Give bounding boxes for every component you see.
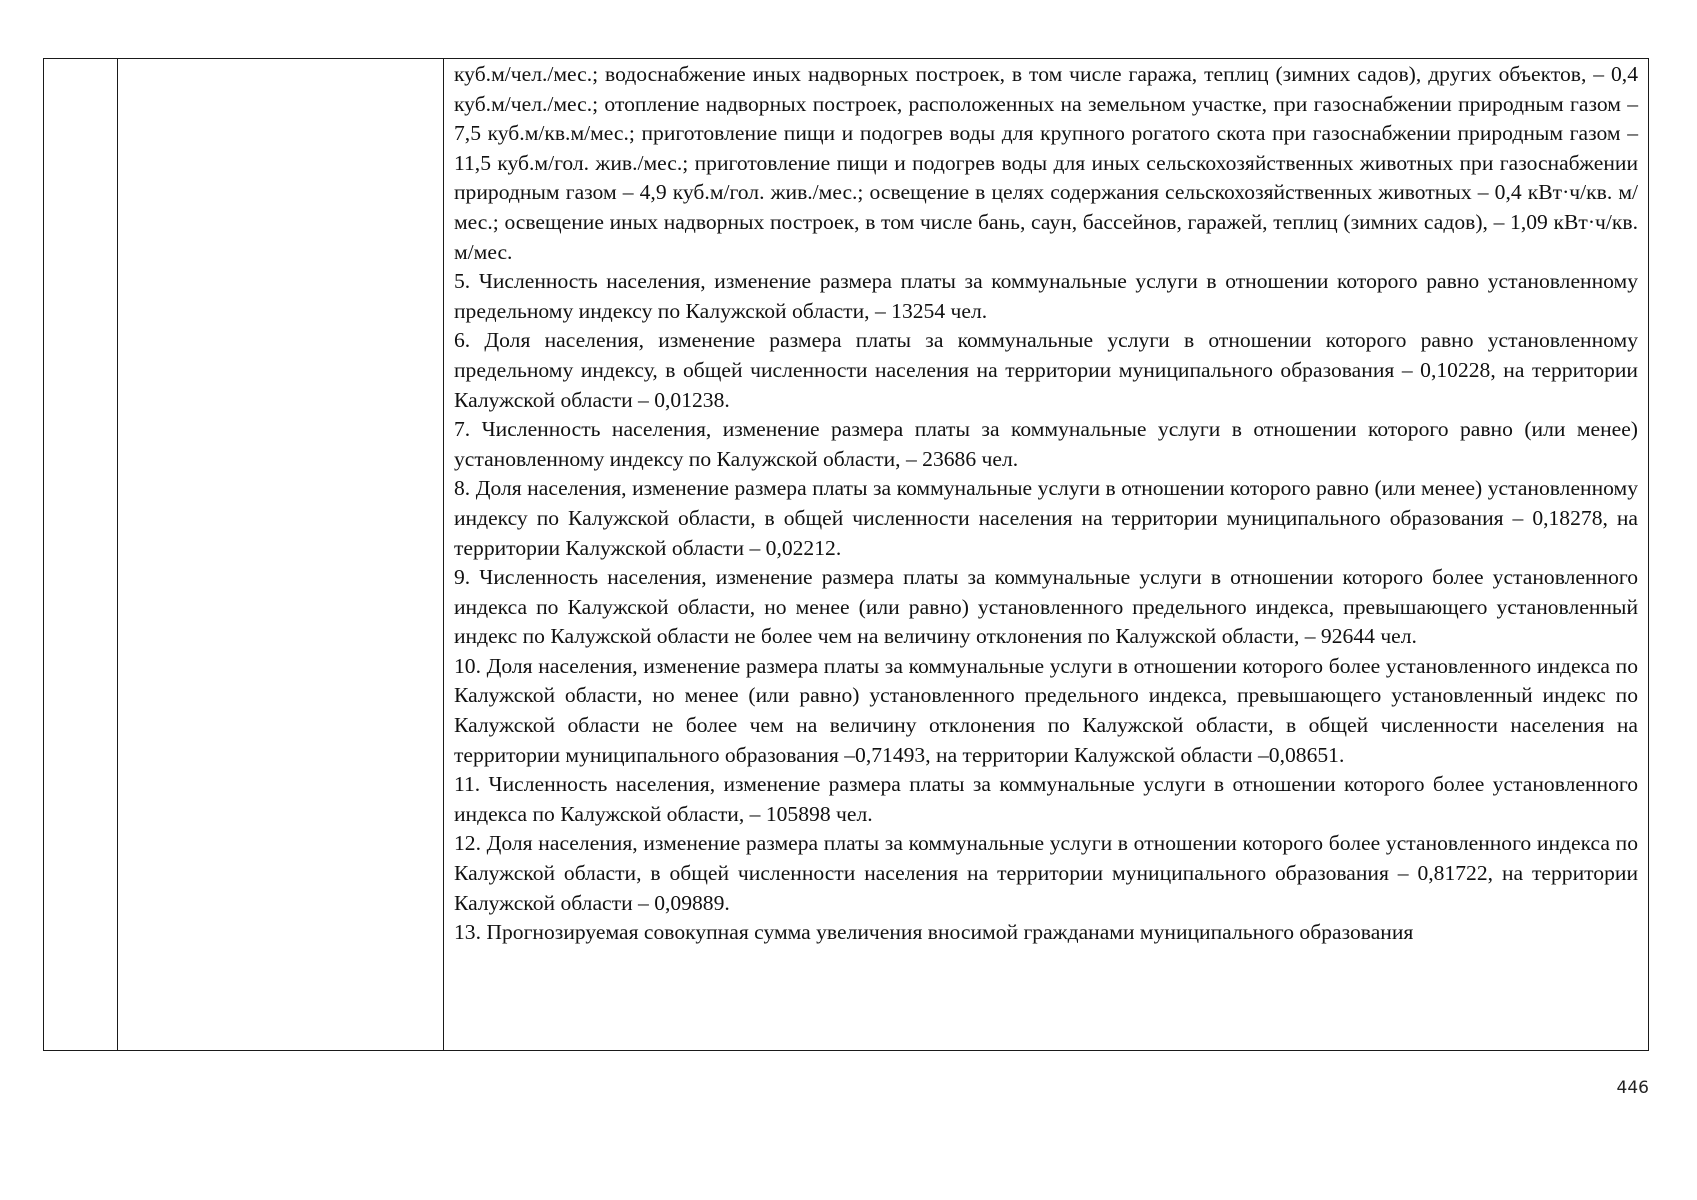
table-column-divider: [117, 59, 118, 1050]
document-table: [43, 58, 1649, 1051]
paragraph-item-10: 10. Доля населения, изменение размера платы за коммунальные услуги в отношении которого более установленного индекса по Калужской области, но менее (или равно) установленного предельного индекса, превышающего установленный индекс по Калужской области не более чем на величину отклонения по Калужской области, в общей численности населения на территории муниципального образования –0,71493, на территории Калужской области –0,08651.: [454, 653, 1638, 767]
table-column-divider: [443, 59, 444, 1050]
paragraph-item-13: 13. Прогнозируемая совокупная сумма увеличения вносимой гражданами муниципального образования: [454, 920, 1414, 945]
paragraph-item-8: 8. Доля населения, изменение размера платы за коммунальные услуги в отношении которого равно (или менее) установленному индексу по Калужской области, в общей численности населения на территории муниципального образования – 0,18278, на территории Калужской области – 0,02212.: [454, 476, 1638, 560]
paragraph-item-11: 11. Численность населения, изменение размера платы за коммунальные услуги в отношении которого более установленного индекса по Калужской области, – 105898 чел.: [454, 772, 1638, 826]
paragraph-item-12: 12. Доля населения, изменение размера платы за коммунальные услуги в отношении которого более установленного индекса по Калужской области, в общей численности населения на территории муниципального образования – 0,81722, на территории Калужской области – 0,09889.: [454, 831, 1638, 915]
paragraph-item-6: 6. Доля населения, изменение размера платы за коммунальные услуги в отношении которого равно установленному предельному индексу, в общей численности населения на территории муниципального образования – 0,10228, на территории Калужской области – 0,01238.: [454, 328, 1638, 412]
paragraph-item-5: 5. Численность населения, изменение размера платы за коммунальные услуги в отношении которого равно установленному предельному индексу по Калужской области, – 13254 чел.: [454, 269, 1638, 323]
paragraph-item-9: 9. Численность населения, изменение размера платы за коммунальные услуги в отношении которого более установленного индекса по Калужской области, но менее (или равно) установленного предельного индекса, превышающего установленный индекс по Калужской области не более чем на величину отклонения по Калужской области, – 92644 чел.: [454, 565, 1638, 649]
page-number: 446: [1616, 1078, 1649, 1098]
table-text-cell: [454, 60, 1638, 948]
paragraph-continuation: куб.м/чел./мес.; водоснабжение иных надворных построек, в том числе гаража, теплиц (зимних садов), других объектов, – 0,4 куб.м/чел./мес.; отопление надворных построек, расположенных на земельном участке, при газоснабжении природным газом – 7,5 куб.м/кв.м/мес.; приготовление пищи и подогрев воды для крупного рогатого скота при газоснабжении природным газом – 11,5 куб.м/гол. жив./мес.; приготовление пищи и подогрев воды для иных сельскохозяйственных животных при газоснабжении природным газом – 4,9 куб.м/гол. жив./мес.; освещение в целях содержания сельскохозяйственных животных – 0,4 кВт·ч/кв. м/мес.; освещение иных надворных построек, в том числе бань, саун, бассейнов, гаражей, теплиц (зимних садов), – 1,09 кВт·ч/кв. м/мес.: [454, 62, 1638, 264]
paragraph-item-7: 7. Численность населения, изменение размера платы за коммунальные услуги в отношении которого равно (или менее) установленному индексу по Калужской области, – 23686 чел.: [454, 417, 1638, 471]
